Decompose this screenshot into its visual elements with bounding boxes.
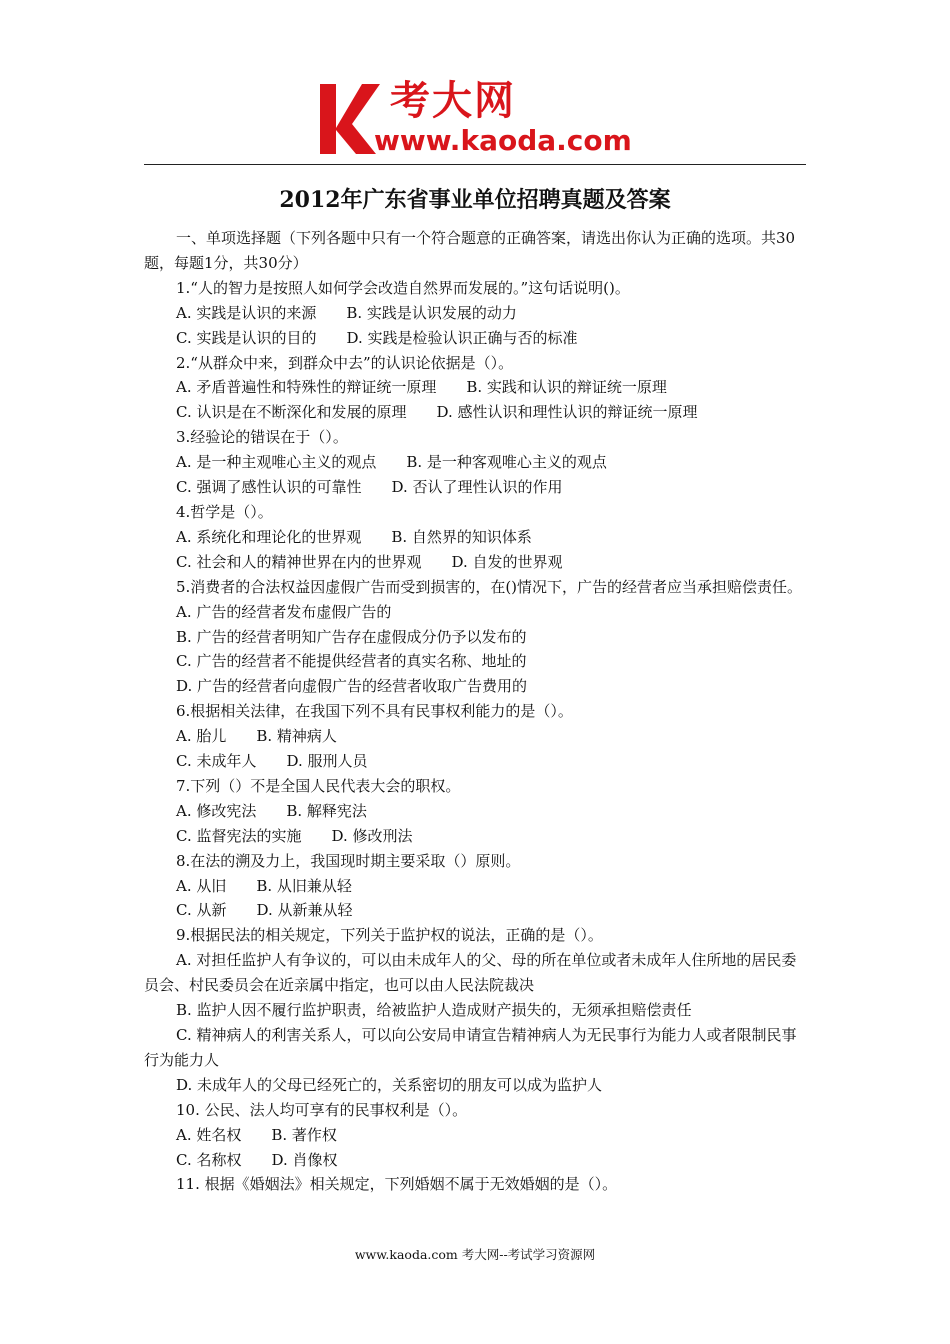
site-logo: [316, 78, 646, 160]
option-line: C. 社会和人的精神世界在内的世界观 D. 自发的世界观: [176, 552, 563, 571]
option-line: C. 监督宪法的实施 D. 修改刑法: [176, 826, 413, 845]
question-7: 7.下列（）不是全国人民代表大会的职权。: [176, 776, 461, 795]
question-4: 4.哲学是（）。: [176, 502, 273, 521]
question-10: 10. 公民、法人均可享有的民事权利是（）。: [176, 1100, 468, 1119]
option-line: B. 广告的经营者明知广告存在虚假成分仍予以发布的: [176, 627, 527, 646]
option-line: A. 对担任监护人有争议的，可以由未成年人的父、母的所在单位或者未成年人住所地的居民委员会、村民委员会在近亲属中指定，也可以由人民法院裁决: [144, 951, 797, 995]
option-line: D. 未成年人的父母已经死亡的，关系密切的朋友可以成为监护人: [176, 1075, 603, 1094]
logo-name: 考大网: [390, 78, 516, 124]
option-line: C. 认识是在不断深化和发展的原理 D. 感性认识和理性认识的辩证统一原理: [176, 403, 698, 422]
option-line: C. 未成年人 D. 服刑人员: [176, 752, 368, 771]
option-line: A. 实践是认识的来源 B. 实践是认识发展的动力: [176, 303, 517, 322]
option-line: A. 修改宪法 B. 解释宪法: [176, 801, 367, 820]
option-line: C. 实践是认识的目的 D. 实践是检验认识正确与否的标准: [176, 328, 578, 347]
option-line: C. 从新 D. 从新兼从轻: [176, 901, 353, 920]
option-line: A. 胎儿 B. 精神病人: [176, 727, 337, 746]
question-3: 3.经验论的错误在于（）。: [176, 428, 348, 447]
question-1: 1.“人的智力是按照人如何学会改造自然界而发展的。”这句话说明()。: [176, 278, 630, 297]
option-line: B. 监护人因不履行监护职责，给被监护人造成财产损失的，无须承担赔偿责任: [176, 1001, 692, 1020]
page-footer: www.kaoda.com 考大网--考试学习资源网: [354, 1247, 596, 1262]
question-2: 2.“从群众中来，到群众中去”的认识论依据是（）。: [176, 353, 514, 372]
document-body: [144, 226, 808, 1197]
option-line: A. 从旧 B. 从旧兼从轻: [176, 876, 352, 895]
option-line: C. 强调了感性认识的可靠性 D. 否认了理性认识的作用: [176, 478, 563, 497]
section-intro: 一、单项选择题（下列各题中只有一个符合题意的正确答案，请选出你认为正确的选项。共30题，每题1分，共30分）: [144, 229, 796, 272]
question-5: 5.消费者的合法权益因虚假广告而受到损害的，在()情况下，广告的经营者应当承担赔偿责任。: [176, 577, 803, 596]
option-line: A. 系统化和理论化的世界观 B. 自然界的知识体系: [176, 527, 532, 546]
option-line: C. 精神病人的利害关系人，可以向公安局申请宣告精神病人为无民事行为能力人或者限制民事行为能力人: [144, 1026, 797, 1069]
question-8: 8.在法的溯及力上，我国现时期主要采取（）原则。: [176, 851, 521, 870]
option-line: A. 是一种主观唯心主义的观点 B. 是一种客观唯心主义的观点: [176, 453, 607, 472]
option-line: A. 姓名权 B. 著作权: [176, 1125, 337, 1144]
page-title: 2012年广东省事业单位招聘真题及答案: [279, 187, 671, 213]
option-line: A. 广告的经营者发布虚假广告的: [176, 602, 392, 621]
question-11: 11. 根据《婚姻法》相关规定，下列婚姻不属于无效婚姻的是（）。: [176, 1175, 618, 1194]
option-line: D. 广告的经营者向虚假广告的经营者收取广告费用的: [176, 677, 528, 696]
question-9: 9.根据民法的相关规定，下列关于监护权的说法，正确的是（）。: [176, 926, 603, 945]
question-6: 6.根据相关法律，在我国下列不具有民事权利能力的是（）。: [176, 702, 573, 721]
option-line: C. 名称权 D. 肖像权: [176, 1150, 338, 1169]
logo-url: www.kaoda.com: [374, 124, 632, 157]
option-line: C. 广告的经营者不能提供经营者的真实名称、地址的: [176, 652, 527, 671]
option-line: A. 矛盾普遍性和特殊性的辩证统一原理 B. 实践和认识的辩证统一原理: [176, 378, 667, 397]
header-divider: [144, 164, 806, 165]
